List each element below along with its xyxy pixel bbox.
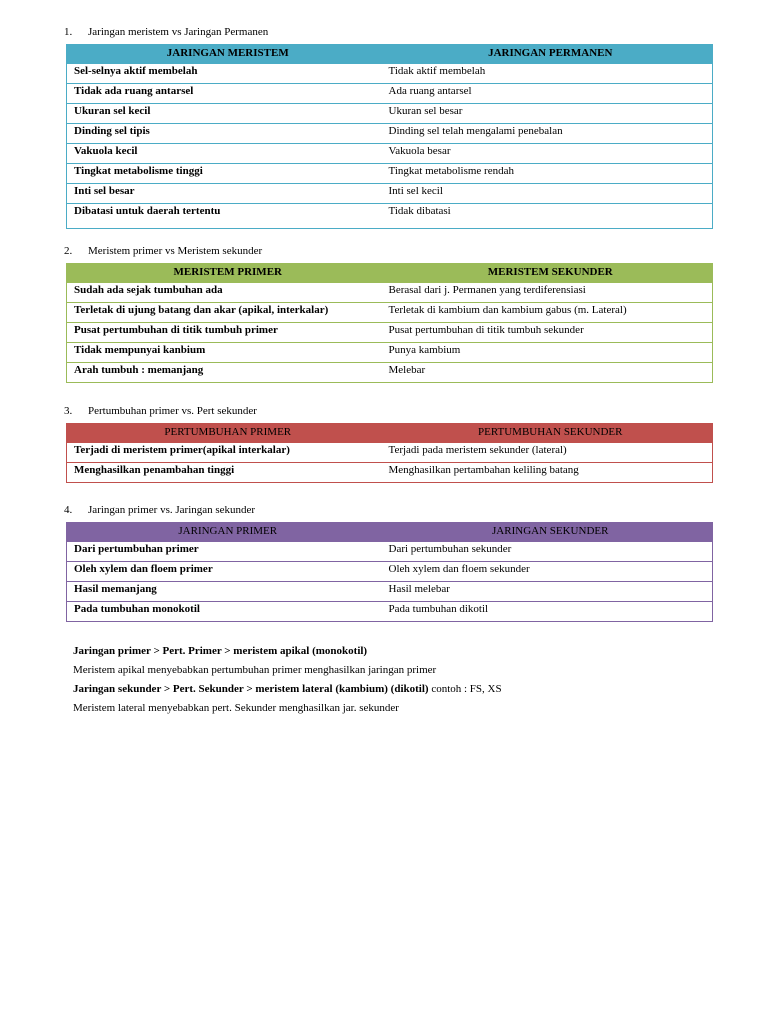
cell-left: Pada tumbuhan monokotil (67, 602, 389, 622)
summary-line-3 (73, 680, 502, 699)
cell-left: Hasil memanjang (67, 582, 389, 602)
cell-left: Dibatasi untuk daerah tertentu (67, 204, 389, 229)
cell-right: Melebar (389, 363, 713, 383)
cell-left: Terletak di ujung batang dan akar (apikal, interkalar) (67, 303, 389, 323)
column-header: JARINGAN SEKUNDER (389, 523, 713, 543)
cell-right: Pada tumbuhan dikotil (389, 602, 713, 622)
table-row (67, 204, 713, 229)
cell-left: Oleh xylem dan floem primer (67, 562, 389, 582)
summary-line-3-rest: contoh : FS, XS (428, 683, 502, 695)
table-jaringan-primer-vs-sekunder (66, 522, 713, 622)
cell-left: Vakuola kecil (67, 144, 389, 164)
cell-left: Ukuran sel kecil (67, 104, 389, 124)
cell-left: Pusat pertumbuhan di titik tumbuh primer (67, 323, 389, 343)
table-header-row (67, 264, 713, 284)
summary-line-2: Meristem apikal menyebabkan pertumbuhan primer menghasilkan jaringan primer (73, 664, 437, 676)
table-row (67, 84, 713, 104)
cell-right: Tingkat metabolisme rendah (389, 164, 713, 184)
cell-left: Sel-selnya aktif membelah (67, 64, 389, 84)
cell-left: Tidak mempunyai kanbium (67, 343, 389, 363)
table-pertumbuhan-primer-vs-sekunder (66, 423, 713, 483)
column-header: JARINGAN MERISTEM (67, 45, 389, 65)
column-header: JARINGAN PERMANEN (389, 45, 713, 65)
section-2-heading (0, 242, 768, 260)
cell-right: Berasal dari j. Permanen yang terdiferensiasi (389, 283, 713, 303)
table-header-row (67, 45, 713, 65)
cell-left: Terjadi di meristem primer(apikal interkalar) (67, 443, 389, 463)
column-header: MERISTEM SEKUNDER (389, 264, 713, 284)
table-row (67, 323, 713, 343)
column-header: JARINGAN PRIMER (67, 523, 389, 543)
section-1-heading (0, 23, 768, 41)
column-header: PERTUMBUHAN PRIMER (67, 424, 389, 444)
table-row (67, 443, 713, 463)
table-row (67, 463, 713, 483)
cell-right: Inti sel kecil (389, 184, 713, 204)
table-row (67, 164, 713, 184)
cell-right: Terjadi pada meristem sekunder (lateral) (389, 443, 713, 463)
section-3-number: 3. (64, 405, 73, 417)
table-row (67, 184, 713, 204)
table-row (67, 363, 713, 383)
cell-right: Terletak di kambium dan kambium gabus (m. Lateral) (389, 303, 713, 323)
table-row (67, 343, 713, 363)
table-row (67, 582, 713, 602)
cell-left: Dari pertumbuhan primer (67, 542, 389, 562)
cell-right: Menghasilkan pertambahan keliling batang (389, 463, 713, 483)
cell-right: Ukuran sel besar (389, 104, 713, 124)
table-header-row (67, 523, 713, 543)
cell-left: Menghasilkan penambahan tinggi (67, 463, 389, 483)
table-row (67, 64, 713, 84)
table-row (67, 602, 713, 622)
cell-left: Dinding sel tipis (67, 124, 389, 144)
table-row (67, 303, 713, 323)
cell-right: Ada ruang antarsel (389, 84, 713, 104)
cell-left: Sudah ada sejak tumbuhan ada (67, 283, 389, 303)
table-row (67, 104, 713, 124)
section-4-title: Jaringan primer vs. Jaringan sekunder (88, 504, 256, 516)
cell-left: Arah tumbuh : memanjang (67, 363, 389, 383)
cell-left: Inti sel besar (67, 184, 389, 204)
table-header-row (67, 424, 713, 444)
section-1-title: Jaringan meristem vs Jaringan Permanen (88, 26, 269, 38)
cell-right: Tidak dibatasi (389, 204, 713, 229)
section-3-title: Pertumbuhan primer vs. Pert sekunder (88, 405, 257, 417)
column-header: MERISTEM PRIMER (67, 264, 389, 284)
section-1-number: 1. (64, 26, 73, 38)
section-3-heading (0, 402, 768, 420)
cell-right: Punya kambium (389, 343, 713, 363)
cell-right: Dinding sel telah mengalami penebalan (389, 124, 713, 144)
summary-line-4: Meristem lateral menyebabkan pert. Sekunder menghasilkan jar. sekunder (73, 702, 399, 714)
table-meristem-primer-vs-sekunder (66, 263, 713, 383)
summary-line-1 (73, 642, 502, 661)
summary-line-1-text: Jaringan primer > Pert. Primer > meristem apikal (monokotil) (73, 645, 368, 657)
section-2-number: 2. (64, 245, 73, 257)
section-4-number: 4. (64, 504, 73, 516)
section-4 (0, 501, 768, 615)
cell-right: Tidak aktif membelah (389, 64, 713, 84)
column-header: PERTUMBUHAN SEKUNDER (389, 424, 713, 444)
cell-right: Pusat pertumbuhan di titik tumbuh sekunder (389, 323, 713, 343)
section-4-heading (0, 501, 768, 519)
summary-notes (73, 642, 502, 718)
cell-right: Hasil melebar (389, 582, 713, 602)
cell-left: Tidak ada ruang antarsel (67, 84, 389, 104)
summary-line-3-bold: Jaringan sekunder > Pert. Sekunder > meristem lateral (kambium) (dikotil) (73, 683, 429, 695)
table-row (67, 562, 713, 582)
section-1 (0, 23, 768, 217)
cell-left: Tingkat metabolisme tinggi (67, 164, 389, 184)
section-2-title: Meristem primer vs Meristem sekunder (88, 245, 263, 257)
table-row (67, 144, 713, 164)
cell-right: Dari pertumbuhan sekunder (389, 542, 713, 562)
cell-right: Oleh xylem dan floem sekunder (389, 562, 713, 582)
table-row (67, 124, 713, 144)
table-row (67, 283, 713, 303)
section-3 (0, 402, 768, 476)
cell-right: Vakuola besar (389, 144, 713, 164)
table-meristem-vs-permanen (66, 44, 713, 229)
table-row (67, 542, 713, 562)
section-2 (0, 242, 768, 376)
